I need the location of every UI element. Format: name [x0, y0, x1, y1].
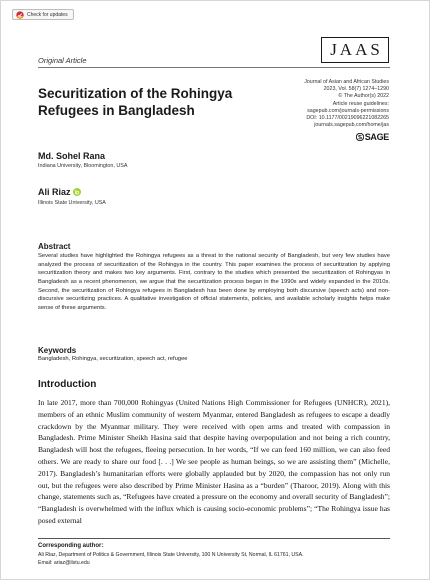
- corresponding-author-label: Corresponding author:: [38, 543, 104, 549]
- introduction-heading: Introduction: [38, 379, 97, 390]
- author-name: Md. Sohel Rana: [38, 151, 106, 161]
- orcid-icon[interactable]: [73, 188, 81, 196]
- corresponding-author-address: Ali Riaz, Department of Politics & Government, Illinois State University, 100 N University St, Normal, IL 61761, USA.: [38, 552, 304, 558]
- reuse-label: Article reuse guidelines:: [332, 100, 389, 107]
- permissions-link[interactable]: sagepub.com/journals-permissions: [307, 107, 389, 114]
- sage-wordmark: SAGE: [364, 132, 389, 142]
- doi-link[interactable]: DOI: 10.1177/00219096221082265: [306, 115, 389, 122]
- article-title: Securitization of the Rohingya Refugees in Bangladesh: [38, 86, 233, 118]
- journal-volume: 2023, Vol. 58(7) 1274–1290: [323, 86, 389, 93]
- check-for-updates-label: Check for updates: [27, 11, 68, 18]
- journal-name: Journal of Asian and African Studies: [304, 79, 389, 85]
- article-type: Original Article: [38, 56, 87, 65]
- introduction-text: In late 2017, more than 700,000 Rohingyas (United Nations High Commissioner for Refugees (UNHCR), 2021), members of an ethnic Muslim community of western Myanmar, entered Bangladesh as refugees to escape a deadly crackdown by the Myanmar military. They were received with open arms and treated with compassion in Bangladesh. Prime Minister Sheikh Hasina said that despite having overpopulation and not being a rich country, Bangladesh will host the refugees, fleeing persecution. In her words, “If we can feed 160 million, we can also feed others. We are ready to share our food [. . .] We see people as human beings, so we are assisting them” (Michelle, 2017). Bangladesh’s humanitarian efforts were globally applauded but by 2020, the compassion has not only run out, but the refugees were also described by Prime Minister Hasina as a “burden” (Tharoor, 2019). Along with this change, statements such as, “Refugees have created a pressure on the economy and overall security of Bangladesh”; “Bangladesh is overwhelmed with the influx which is causing socio-economic problems”; “The Rohingya issue has posed external: [38, 398, 390, 525]
- sage-s-icon: [356, 133, 364, 141]
- author-entry: [38, 187, 81, 197]
- abstract-heading: Abstract: [38, 242, 71, 251]
- keywords-heading: Keywords: [38, 346, 77, 355]
- author-affiliation: Illinois State University, USA: [38, 200, 106, 206]
- journal-home-link[interactable]: journals.sagepub.com/home/jas: [314, 122, 389, 129]
- journal-logo: JAAS: [321, 37, 389, 63]
- keywords-text: Bangladesh, Rohingya, securitization, speech act, refugee: [38, 356, 188, 362]
- header-divider: [38, 67, 390, 68]
- sage-logo: [356, 132, 389, 142]
- abstract-text: Several studies have highlighted the Rohingya refugees as a threat to the national security of Bangladesh, but very few studies have analyzed the process of securitization of the Rohingya in the country. This paper examines the process of securitization by applying securitization theory and makes two key arguments. First, contrary to the studies which presented the securitization of Rohingyas in Bangladesh as a recent phenomenon, we argue that the securitization process began in the 1990s and widely expanded in the 2010s. Second, the securitization of Rohingya refugees in Bangladesh has been done by employing both discursive (speech acts) and non-discursive securitizing practices. A qualitative investigation of official statements, policies, and available scholarly insights helps make sense of these arguments.: [38, 253, 390, 311]
- footnote-divider: [38, 538, 390, 539]
- journal-meta: [209, 79, 389, 129]
- check-for-updates-button[interactable]: [12, 9, 74, 20]
- author-affiliation: Indiana University, Bloomington, USA: [38, 163, 128, 169]
- check-updates-icon: [16, 11, 24, 19]
- corresponding-author-email[interactable]: Email: ariaz@ilstu.edu: [38, 560, 90, 566]
- copyright: © The Author(s) 2022: [338, 93, 389, 100]
- author-name: Ali Riaz: [38, 187, 71, 197]
